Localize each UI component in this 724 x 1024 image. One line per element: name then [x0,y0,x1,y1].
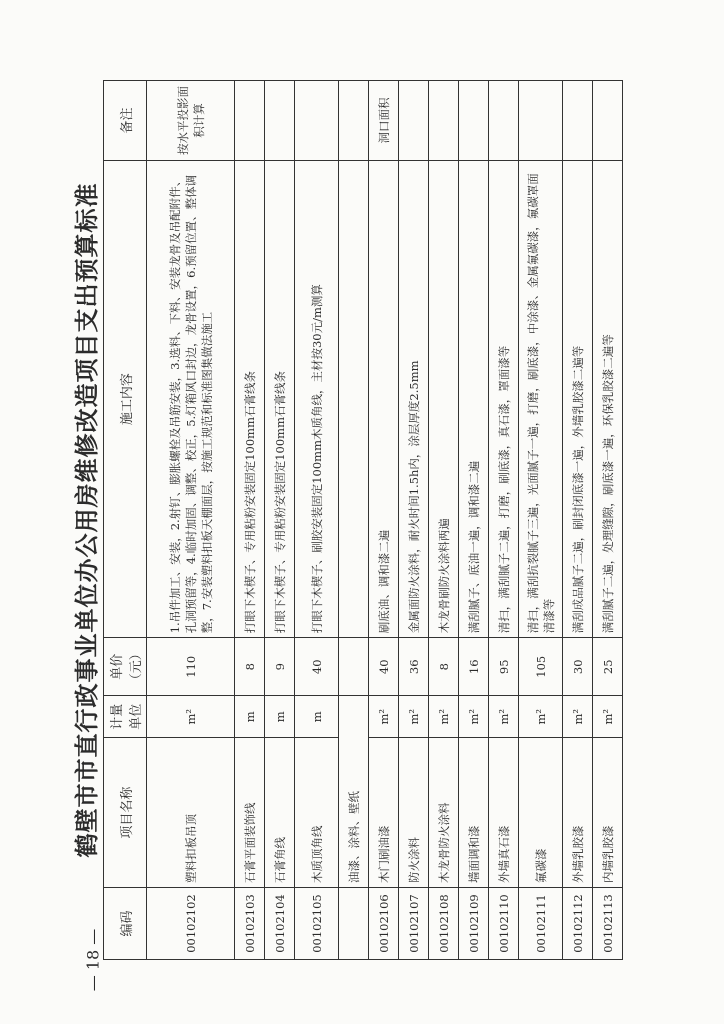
cell-note [489,81,519,161]
cell-code: 00102103 [235,888,265,960]
cell-code: 00102106 [369,888,399,960]
table-section-row [339,81,369,960]
page-number: — 18 — [83,928,103,992]
cell-code: 00102111 [519,888,563,960]
table-row [489,81,519,960]
cell-content: 木龙骨刷防火涂料两遍 [429,160,459,637]
table-row [593,81,623,960]
cell-price: 16 [459,638,489,696]
cell-price: 105 [519,638,563,696]
cell-note [265,81,295,161]
table-row [429,81,459,960]
cell-name: 内墙乳胶漆 [593,738,623,888]
cell-name: 外墙乳胶漆 [563,738,593,888]
table-row [459,81,489,960]
cell-content: 打眼下木楔子、刷胶安装固定100mm木质角线，主材按30元/m测算 [295,160,339,637]
cell-code: 00102110 [489,888,519,960]
rotated-page-content [67,80,657,960]
cell-unit: m [295,696,339,738]
budget-table [103,80,623,960]
cell-code: 00102107 [399,888,429,960]
cell-name: 墙面调和漆 [459,738,489,888]
cell-unit: m² [519,696,563,738]
cell-content: 打眼下木楔子、专用粘粉安装固定100mm石膏线条 [235,160,265,637]
cell-price: 40 [369,638,399,696]
cell-name: 石膏角线 [265,738,295,888]
cell-unit: m [265,696,295,738]
cell-code: 00102112 [563,888,593,960]
cell-note [235,81,265,161]
cell-price: 36 [399,638,429,696]
cell-content: 清扫，满刮腻子二遍，打磨，刷底漆，真石漆，罩面漆等 [489,160,519,637]
table-row [399,81,429,960]
cell-price: 30 [563,638,593,696]
cell-content: 满刮腻子、底油一遍，调和漆二遍 [459,160,489,637]
cell-price: 25 [593,638,623,696]
cell-unit: m² [563,696,593,738]
table-header-row [104,81,147,960]
cell-code: 00102104 [265,888,295,960]
section-label: 油漆、涂料、壁纸 [339,696,369,888]
cell-code: 00102108 [429,888,459,960]
cell-name: 木门刷油漆 [369,738,399,888]
cell-note [593,81,623,161]
header-price: 单价（元） [104,638,147,696]
header-content: 施工内容 [104,160,147,637]
cell-note [519,81,563,161]
cell-code: 00102102 [147,888,235,960]
table-row [519,81,563,960]
cell-name: 防火涂料 [399,738,429,888]
cell-content: 满刮成品腻子二遍，刷封闭底漆一遍，外墙乳胶漆二遍等 [563,160,593,637]
cell-price: 95 [489,638,519,696]
header-unit: 计量单位 [104,696,147,738]
document-title: 鹤壁市市直行政事业单位办公用房维修改造项目支出预算标准 [72,182,101,858]
cell-note [399,81,429,161]
cell-content: 金属面防火涂料，耐火时间1.5h内，涂层厚度2.5mm [399,160,429,637]
table-row [369,81,399,960]
cell-code: 00102109 [459,888,489,960]
cell-unit: m² [369,696,399,738]
table-row [147,81,235,960]
cell-note [295,81,339,161]
cell-name: 塑料扣板吊顶 [147,738,235,888]
cell-note [429,81,459,161]
cell-note [563,81,593,161]
cell-unit: m² [593,696,623,738]
cell-name: 木龙骨防火涂料 [429,738,459,888]
cell-name: 外墙真石漆 [489,738,519,888]
cell-price: 40 [295,638,339,696]
cell-name: 氟碳漆 [519,738,563,888]
cell-unit: m² [399,696,429,738]
header-name: 项目名称 [104,738,147,888]
table-row [265,81,295,960]
cell-note: 洞口面积 [369,81,399,161]
cell-content: 打眼下木楔子、专用粘粉安装固定100mm石膏线条 [265,160,295,637]
cell-unit: m² [489,696,519,738]
cell-name: 木质顶角线 [295,738,339,888]
cell-unit: m² [459,696,489,738]
cell-name: 石膏平面装饰线 [235,738,265,888]
cell-unit: m [235,696,265,738]
cell-note: 按水平投影面积计算 [147,81,235,161]
cell-content: 1.吊件加工、安装，2.射钉、膨胀螺栓及吊筋安装，3.选料、下料、安装龙骨及吊配附件、孔洞预留等，4.临时加固、调整、校正，5.灯箱风口封边，龙骨设置，6.预留位置、整体调整，7.安装塑料扣板天棚面层，按施工规范和标准图集做法施工 [147,160,235,637]
cell-content: 清扫，满刮抗裂腻子三遍，光面腻子一遍，打磨，刷底漆，中涂漆、金属氟碳漆，氟碳罩面清漆等 [519,160,563,637]
cell-content: 满刮腻子二遍，处理缝隙，刷底漆一遍，环保乳胶漆二遍等 [593,160,623,637]
cell-price: 8 [235,638,265,696]
table-row [235,81,265,960]
header-note: 备注 [104,81,147,161]
cell-content: 刷底油、调和漆二遍 [369,160,399,637]
cell-unit: m² [429,696,459,738]
cell-code: 00102105 [295,888,339,960]
cell-code: 00102113 [593,888,623,960]
cell-price: 9 [265,638,295,696]
table-row [295,81,339,960]
cell-price: 110 [147,638,235,696]
cell-unit: m² [147,696,235,738]
table-row [563,81,593,960]
header-code: 编码 [104,888,147,960]
cell-price: 8 [429,638,459,696]
cell-note [459,81,489,161]
